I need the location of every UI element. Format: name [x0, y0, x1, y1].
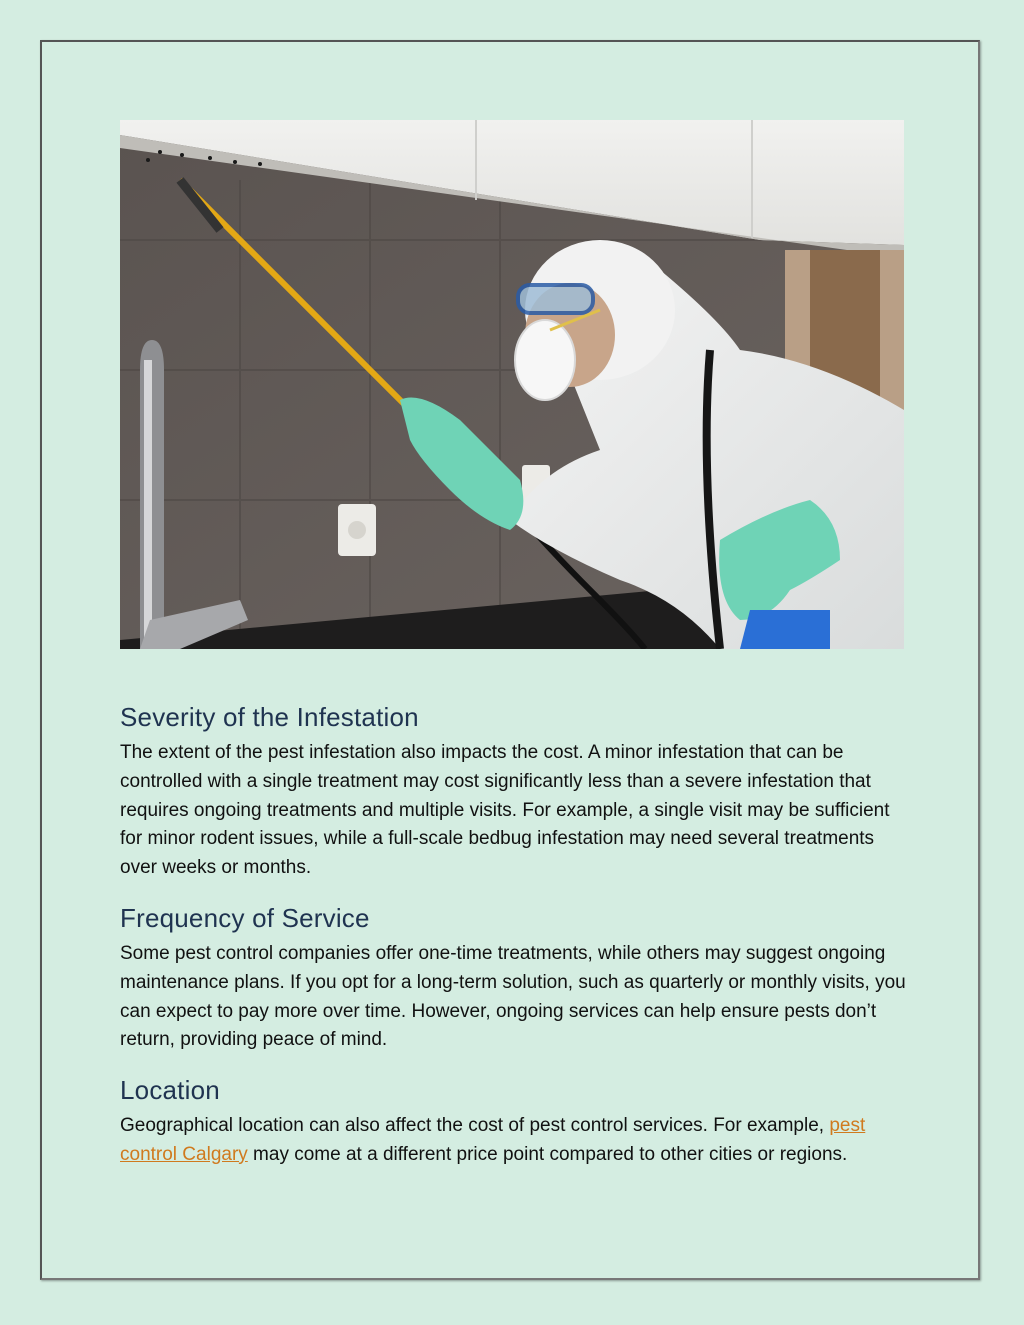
pest-control-photo: [120, 120, 904, 649]
section-heading: Location: [120, 1075, 220, 1106]
section-body: The extent of the pest infestation also impacts the cost. A minor infestation that can be controlled with a single treatment may cost significantly less than a severe infestation that requires ongoing treatments and multiple visits. For example, a single visit may be sufficient for minor rodent issues, while a full-scale bedbug infestation may need several treatments over weeks or months.: [120, 742, 890, 879]
section-body: Some pest control companies offer one-time treatments, while others may suggest ongoing maintenance plans. If you opt for a long-term solution, such as quarterly or monthly visits, you can expect to pay more over time. However, ongoing services can help ensure pests don’t return, providing peace of mind.: [120, 942, 906, 1051]
section-location: [120, 1073, 910, 1170]
article-content: [120, 700, 910, 1188]
body-text-before-link: Geographical location can also affect the cost of pest control services. For example,: [120, 1115, 830, 1137]
section-heading: Frequency of Service: [120, 902, 370, 933]
section-severity: [120, 700, 910, 883]
section-heading: Severity of the Infestation: [120, 702, 419, 732]
body-text-after-link: may come at a different price point compared to other cities or regions.: [247, 1143, 848, 1165]
section-frequency: [120, 901, 910, 1055]
pest-control-calgary-link[interactable]: pest control Calgary: [120, 1115, 866, 1165]
section-body: [120, 1112, 910, 1170]
